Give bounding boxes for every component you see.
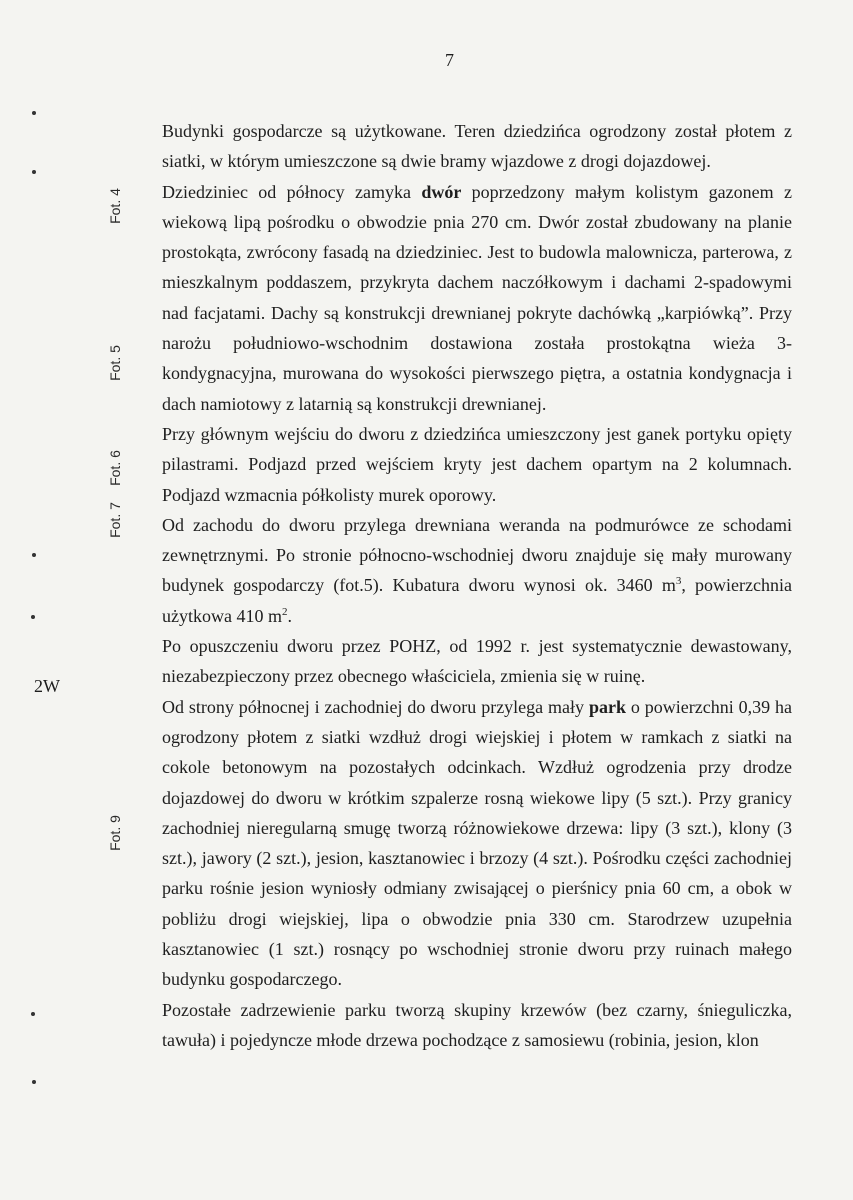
paragraph-text: poprzedzony małym kolistym gazonem z wiekową lipą pośrodku o obwodzie pnia 270 cm. Dwór został zbudowany na planie prostokąta, zwrócony fasadą na dziedziniec. Jest to budowla malownicza, parterowa, z mieszkalnym poddaszem, przykryta dachem naczółkowym i dachami 2-spadowymi nad facjatami. Dachy są konstrukcji drewnianej pokryte dachówką „karpiówką”. Przy narożu południowo-wschodnim dostawiona została prostokątna wieża 3-kondygnacyjna, murowana do wysokości pierwszego piętra, a ostatnia kondygnacja i dach namiotowy z latarnią są konstrukcji drewnianej. [162, 181, 792, 414]
bold-term: park [588, 696, 626, 717]
paragraph-text: , powierzchnia użytkowa 410 m [162, 575, 792, 626]
page-number: 7 [445, 50, 454, 70]
scan-dot [31, 1012, 35, 1016]
photo-reference-label: Fot. 6 [107, 450, 123, 486]
scan-dot [32, 170, 36, 174]
paragraph [162, 177, 792, 419]
scan-dot [32, 1080, 36, 1084]
paragraph [162, 419, 792, 510]
paragraph-text: Po opuszczeniu dworu przez POHZ, od 1992 r. jest systematycznie dewastowany, niezabezpieczony przez obecnego właściciela, zmienia się w ruinę. [162, 636, 792, 687]
photo-reference-label: Fot. 9 [107, 815, 123, 851]
paragraph [162, 510, 792, 631]
paragraph-text: Od zachodu do dworu przylega drewniana weranda na podmurówce ze schodami zewnętrznymi. Po stronie północno-wschodniej dworu znajduje się mały murowany budynek gospodarczy (fot.5). Kubatura dworu wynosi ok. 3460 m [162, 514, 792, 596]
document-body [162, 116, 792, 1055]
paragraph [162, 995, 792, 1056]
paragraph-text: . [287, 605, 292, 626]
photo-reference-label: Fot. 7 [107, 502, 123, 538]
paragraph [162, 692, 792, 995]
paragraph [162, 116, 792, 177]
superscript: 2 [281, 605, 288, 618]
paragraph-text: o powierzchni 0,39 ha ogrodzony płotem z siatki wzdłuż drogi wiejskiej i płotem w ramkach z siatki na cokole betonowym na pozostałych odcinkach. Wzdłuż ogrodzenia przy drodze dojazdowej do dworu w krótkim szpalerze rosną wiekowe lipy (5 szt.). Przy granicy zachodniej nieregularną smugę tworzą różnowiekowe drzewa: lipy (3 szt.), klony (3 szt.), jawory (2 szt.), jesion, kasztanowiec i brzozy (4 szt.). Pośrodku części zachodniej parku rośnie jesion wyniosły odmiany zwisającej o pierśnicy pnia 60 cm, a obok w pobliżu drogi wiejskiej, lipa o obwodzie pnia 330 cm. Starodrzew uzupełnia kasztanowiec (1 szt.) rosnący po wschodniej stronie dworu przy ruinach małego budynku gospodarczego. [162, 696, 793, 990]
photo-reference-label: Fot. 5 [107, 345, 123, 381]
paragraph-text: Od strony północnej i zachodniej do dworu przylega mały [162, 696, 589, 717]
margin-note: 2W [34, 676, 60, 696]
paragraph [162, 631, 792, 692]
scan-dot [31, 615, 35, 619]
photo-reference-label: Fot. 4 [107, 188, 123, 224]
scan-dot [32, 553, 36, 557]
scan-dot [32, 111, 36, 115]
paragraph-text: Budynki gospodarcze są użytkowane. Teren dziedzińca ogrodzony został płotem z siatki, w którym umieszczone są dwie bramy wjazdowe z drogi dojazdowej. [162, 121, 792, 172]
paragraph-text: Dziedziniec od północy zamyka [162, 181, 422, 202]
bold-term: dwór [421, 181, 462, 202]
paragraph-text: Pozostałe zadrzewienie parku tworzą skupiny krzewów (bez czarny, śnieguliczka, tawuła) i pojedyncze młode drzewa pochodzące z samosiewu (robinia, jesion, klon [162, 999, 792, 1050]
paragraph-text: Przy głównym wejściu do dworu z dziedzińca umieszczony jest ganek portyku opięty pilastrami. Podjazd przed wejściem kryty jest dachem opartym na 2 kolumnach. Podjazd wzmacnia półkolisty murek oporowy. [162, 423, 792, 505]
superscript: 3 [675, 575, 682, 588]
